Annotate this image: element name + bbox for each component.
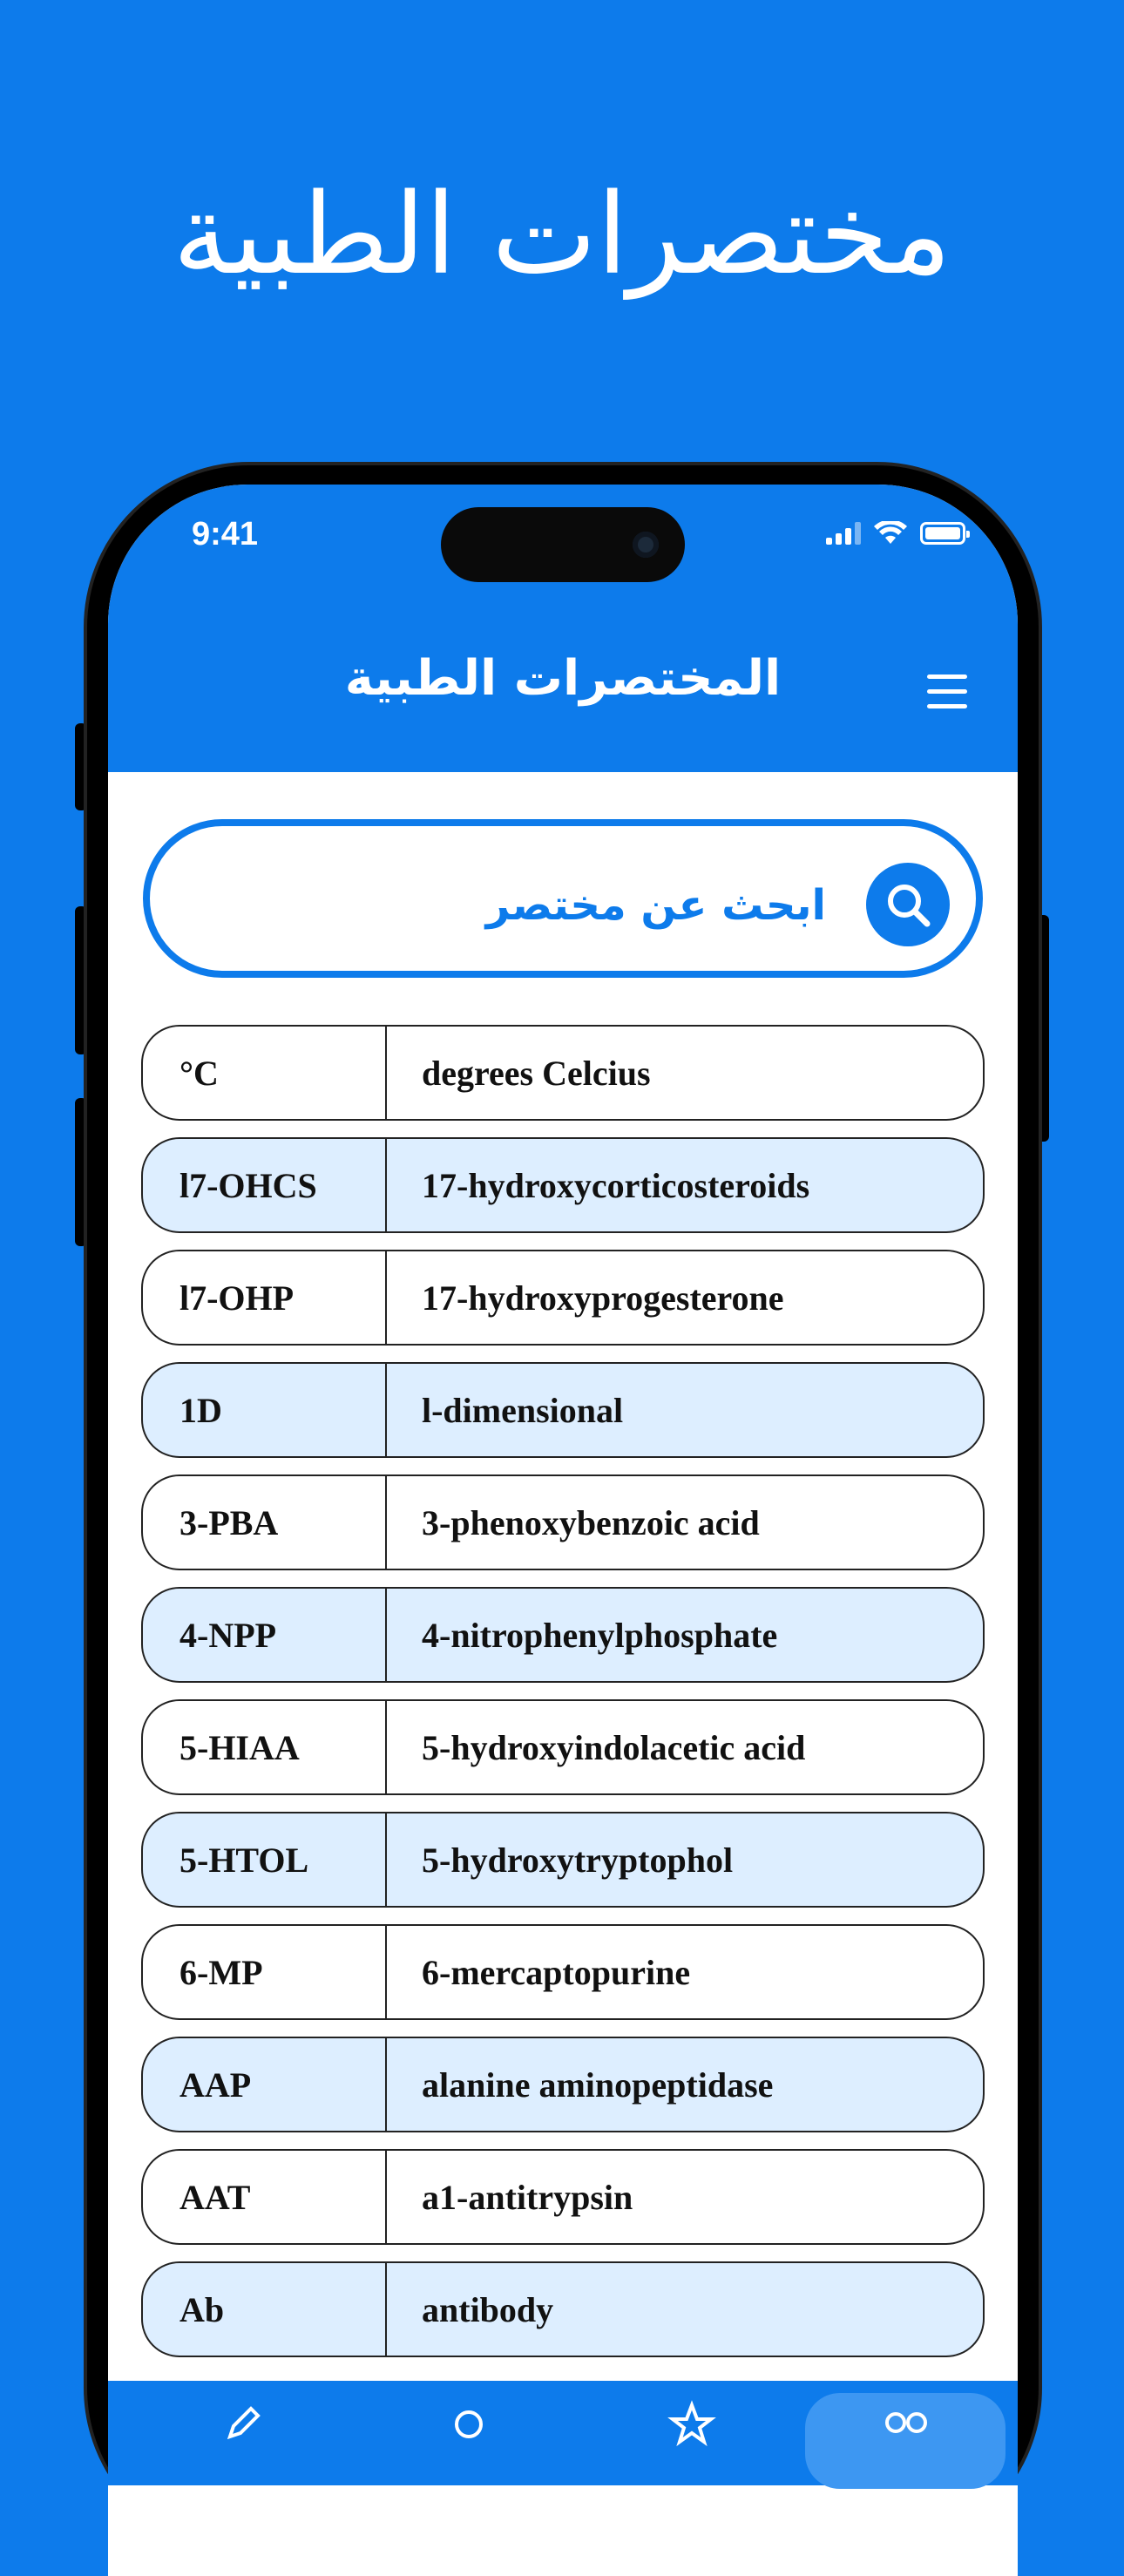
app-screen (108, 485, 1018, 2576)
nav-abbreviations[interactable] (805, 2381, 997, 2485)
abbreviation-code: l7-OHCS (143, 1139, 387, 1231)
abbreviation-list (141, 1025, 985, 2374)
abbreviation-row[interactable] (141, 1474, 985, 1570)
search-bar (143, 819, 983, 978)
abbreviation-meaning: alanine aminopeptidase (422, 2064, 774, 2105)
abbreviation-code: AAT (143, 2151, 387, 2243)
abbreviation-meaning: 17-hydroxycorticosteroids (422, 1165, 810, 1205)
abbreviation-code: 4-NPP (143, 1589, 387, 1681)
app-header (108, 485, 1018, 772)
abbreviation-row[interactable] (141, 1250, 985, 1346)
abbreviation-code: AAP (143, 2038, 387, 2131)
abbreviation-code: 1D (143, 1364, 387, 1456)
abbreviation-row[interactable] (141, 1699, 985, 1795)
abbreviation-code: l7-OHP (143, 1251, 387, 1344)
abbreviation-code: 6-MP (143, 1926, 387, 2018)
dynamic-island (441, 507, 685, 582)
abbreviation-row[interactable] (141, 1362, 985, 1458)
abbreviation-row[interactable] (141, 1812, 985, 1908)
hamburger-menu-icon[interactable] (927, 675, 967, 711)
cellular-signal-icon (826, 522, 861, 545)
abbreviation-row[interactable] (141, 1137, 985, 1233)
abbreviation-code: 3-PBA (143, 1476, 387, 1569)
abbreviation-meaning: a1-antitrypsin (422, 2177, 633, 2217)
abbreviation-meaning: degrees Celcius (422, 1053, 651, 1093)
nav-edit[interactable] (143, 2381, 335, 2485)
abbreviation-row[interactable] (141, 1587, 985, 1683)
search-input[interactable] (232, 868, 828, 943)
abbreviation-meaning: 17-hydroxyprogesterone (422, 1278, 784, 1318)
abbreviation-meaning: 5-hydroxytryptophol (422, 1840, 734, 1880)
status-time: 9:41 (192, 516, 259, 552)
abbreviation-row[interactable] (141, 1924, 985, 2020)
abbreviation-meaning: 6-mercaptopurine (422, 1952, 691, 1992)
abbreviation-row[interactable] (141, 2261, 985, 2357)
wifi-icon (873, 521, 908, 546)
star-icon (667, 2400, 716, 2449)
edit-icon (218, 2400, 267, 2449)
search-icon (444, 2400, 493, 2449)
abbreviation-meaning: 5-hydroxyindolacetic acid (422, 1727, 806, 1767)
page-title: المختصرات الطبية (344, 650, 782, 707)
search-icon (884, 880, 932, 929)
abbreviation-row[interactable] (141, 1025, 985, 1121)
abbreviations-icon (880, 2400, 932, 2449)
abbreviation-code: Ab (143, 2263, 387, 2356)
abbreviation-code: 5-HIAA (143, 1701, 387, 1793)
nav-favorites[interactable] (592, 2381, 784, 2485)
abbreviation-row[interactable] (141, 2037, 985, 2132)
abbreviation-code: 5-HTOL (143, 1813, 387, 1906)
bottom-nav (108, 2381, 1018, 2485)
abbreviation-meaning: 3-phenoxybenzoic acid (422, 1502, 760, 1542)
abbreviation-meaning: 4-nitrophenylphosphate (422, 1615, 778, 1655)
camera-icon (633, 532, 659, 558)
search-button[interactable] (866, 863, 950, 946)
promo-title: مختصرات الطبية (173, 170, 951, 300)
abbreviation-meaning: l-dimensional (422, 1390, 624, 1430)
abbreviation-meaning: antibody (422, 2289, 554, 2329)
status-icons (826, 521, 965, 546)
nav-search[interactable] (369, 2381, 561, 2485)
abbreviation-code: °C (143, 1027, 387, 1119)
abbreviation-row[interactable] (141, 2149, 985, 2245)
battery-icon (920, 522, 965, 545)
